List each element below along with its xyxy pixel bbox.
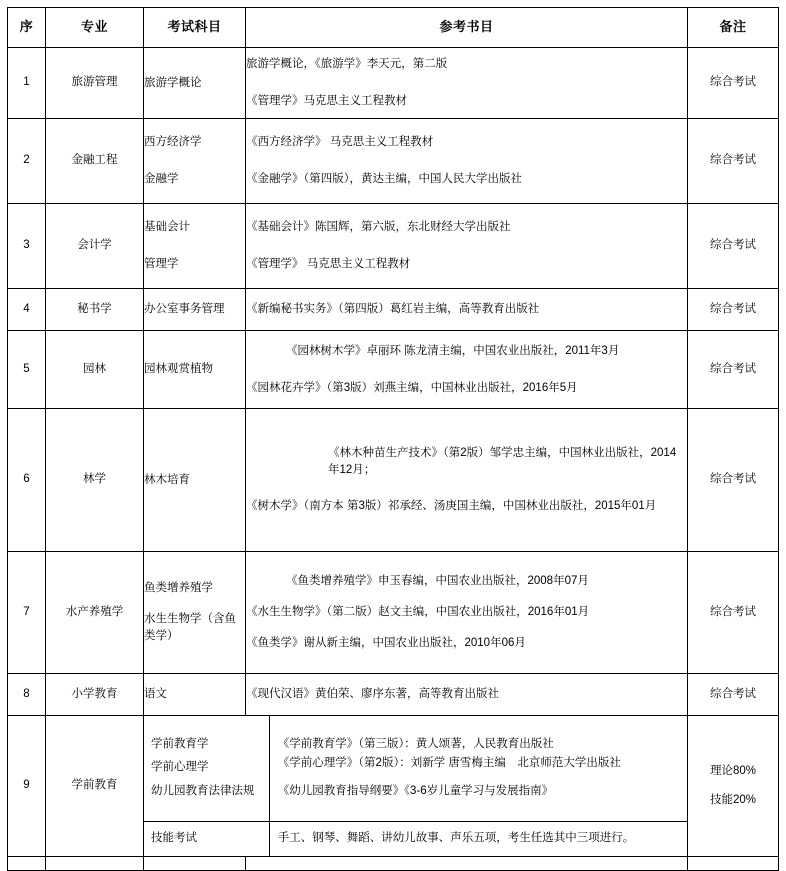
book-line: 《水生生物学》（第二版）赵文主编，中国农业出版社，2016年01月 — [246, 606, 590, 619]
note-line: 技能20% — [709, 794, 757, 806]
row-subject — [144, 289, 246, 331]
table-row — [8, 409, 779, 552]
row-seq: 4 — [8, 289, 46, 331]
row-books — [269, 716, 687, 821]
subject-line: 技能考试 — [151, 831, 197, 844]
note-line: 综合考试 — [710, 687, 756, 700]
table-row — [8, 289, 779, 331]
row-subject — [144, 552, 246, 674]
book-line: 《基础会计》陈国辉，第六版，东北财经大学出版社 — [246, 221, 511, 234]
note-line: 综合考试 — [710, 302, 756, 315]
row-note — [688, 331, 779, 409]
book-line: 《园林树木学》卓丽环 陈龙清主编，中国农业出版社，2011年3月 — [286, 344, 620, 357]
row-books — [246, 119, 688, 204]
row-books — [246, 409, 688, 552]
row-seq: 9 — [8, 716, 46, 857]
exam-subjects-table — [7, 7, 779, 871]
row-seq — [8, 857, 46, 871]
book-line: 旅游学概论，《旅游学》李天元，第二版 — [246, 58, 448, 71]
header-row — [8, 8, 779, 48]
note-line: 综合考试 — [710, 473, 756, 486]
subject-line: 旅游学概论 — [144, 76, 202, 89]
row-major: 水产养殖学 — [46, 552, 144, 674]
subject-line: 水生生物学（含鱼类学） — [144, 613, 236, 642]
row-books — [269, 821, 687, 856]
row-major: 会计学 — [46, 204, 144, 289]
subject-line: 办公室事务管理 — [144, 303, 225, 316]
table-header — [8, 8, 779, 48]
book-line: 《鱼类增养殖学》申玉春编，中国农业出版社，2008年07月 — [286, 575, 589, 588]
subject-line: 学前心理学 — [151, 761, 209, 774]
note-line: 综合考试 — [710, 605, 756, 618]
table-body — [8, 48, 779, 871]
table-row — [8, 204, 779, 289]
subject-line: 语文 — [144, 688, 167, 701]
row-seq: 8 — [8, 674, 46, 716]
row-subject — [144, 409, 246, 552]
row-subject-books-group — [144, 716, 688, 857]
book-line: 《金融学》（第四版），黄达主编，中国人民大学出版社 — [246, 173, 522, 185]
note-line: 综合考试 — [710, 239, 756, 252]
subject-line: 管理学 — [144, 258, 179, 270]
row-major: 金融工程 — [46, 119, 144, 204]
book-line: 手工、钢琴、舞蹈、讲幼儿故事、声乐五项，考生任选其中三项进行。 — [277, 831, 635, 844]
note-line: 综合考试 — [710, 154, 756, 167]
subject-line: 林木培育 — [144, 473, 190, 486]
row-major: 林学 — [46, 409, 144, 552]
book-line: 《学前心理学》（第2版）：刘新学 唐雪梅主编 北京师范大学出版社 — [277, 757, 621, 770]
row-books — [246, 674, 688, 716]
table-row — [8, 119, 779, 204]
book-line: 《管理学》 马克思主义工程教材 — [246, 258, 411, 270]
row-note — [688, 857, 779, 871]
row-note — [688, 674, 779, 716]
subject-line: 幼儿园教育法律法规 — [151, 785, 255, 798]
book-line: 《现代汉语》黄伯荣、廖序东著，高等教育出版社 — [246, 688, 499, 701]
book-line: 《学前教育学》（第三版）：黄人颂著，人民教育出版社 — [277, 737, 554, 750]
subject-line: 园林观赏植物 — [144, 363, 213, 376]
column-header-note: 备注 — [688, 8, 779, 48]
row-seq: 3 — [8, 204, 46, 289]
book-line: 《西方经济学》 马克思主义工程教材 — [246, 136, 434, 149]
book-line: 《园林花卉学》（第3版）刘燕主编，中国林业出版社，2016年5月 — [246, 381, 578, 394]
column-header-subject: 考试科目 — [144, 8, 246, 48]
row-seq: 7 — [8, 552, 46, 674]
row-subject — [144, 821, 269, 856]
row-seq: 6 — [8, 409, 46, 552]
subject-line: 金融学 — [144, 173, 179, 185]
subject-line: 西方经济学 — [144, 136, 202, 149]
row-books — [246, 204, 688, 289]
row-note — [688, 119, 779, 204]
book-line: 《管理学》马克思主义工程教材 — [246, 95, 407, 107]
column-header-major: 专业 — [46, 8, 144, 48]
book-line: 《新编秘书实务》（第四版）葛红岩主编，高等教育出版社 — [246, 303, 540, 316]
row-major: 旅游管理 — [46, 48, 144, 119]
row-subject — [144, 716, 269, 821]
row-note — [688, 289, 779, 331]
subject-line: 鱼类增养殖学 — [144, 582, 213, 595]
row-seq: 1 — [8, 48, 46, 119]
row-subject — [144, 48, 246, 119]
note-line: 理论80% — [709, 764, 757, 777]
row-major: 秘书学 — [46, 289, 144, 331]
row-books — [246, 857, 688, 871]
row-subject — [144, 204, 246, 289]
note-line: 综合考试 — [710, 362, 756, 375]
row-subject — [144, 119, 246, 204]
sub-row — [144, 821, 687, 856]
row-seq: 5 — [8, 331, 46, 409]
sub-table — [144, 716, 687, 856]
row-books — [246, 331, 688, 409]
table-row-partial — [8, 857, 779, 871]
row-books — [246, 48, 688, 119]
row-major — [46, 857, 144, 871]
row-note — [688, 552, 779, 674]
row-note — [688, 48, 779, 119]
column-header-seq: 序 — [8, 8, 46, 48]
row-major: 园林 — [46, 331, 144, 409]
subject-line: 学前教育学 — [151, 737, 209, 750]
book-line: 《幼儿园教育指导纲要》《3-6岁儿童学习与发展指南》 — [277, 785, 554, 798]
row-books — [246, 552, 688, 674]
row-note — [688, 716, 779, 857]
sub-row — [144, 716, 687, 821]
row-note — [688, 409, 779, 552]
book-line: 《树木学》（南方本 第3版）祁承经、汤庚国主编，中国林业出版社，2015年01月 — [246, 500, 657, 513]
row-books — [246, 289, 688, 331]
note-line: 综合考试 — [710, 76, 756, 89]
row-subject — [144, 857, 246, 871]
table-row — [8, 552, 779, 674]
column-header-books: 参考书目 — [246, 8, 688, 48]
subject-line: 基础会计 — [144, 221, 190, 234]
row-subject — [144, 331, 246, 409]
row-major: 小学教育 — [46, 674, 144, 716]
row-seq: 2 — [8, 119, 46, 204]
row-note — [688, 204, 779, 289]
table-row — [8, 716, 779, 857]
table-row — [8, 48, 779, 119]
row-major: 学前教育 — [46, 716, 144, 857]
row-subject — [144, 674, 246, 716]
table-row — [8, 674, 779, 716]
book-line: 《鱼类学》谢从新主编，中国农业出版社，2010年06月 — [246, 636, 526, 649]
table-row — [8, 331, 779, 409]
book-line: 《林木种苗生产技术》（第2版）邹学忠主编，中国林业出版社，2014年12月； — [328, 446, 677, 476]
